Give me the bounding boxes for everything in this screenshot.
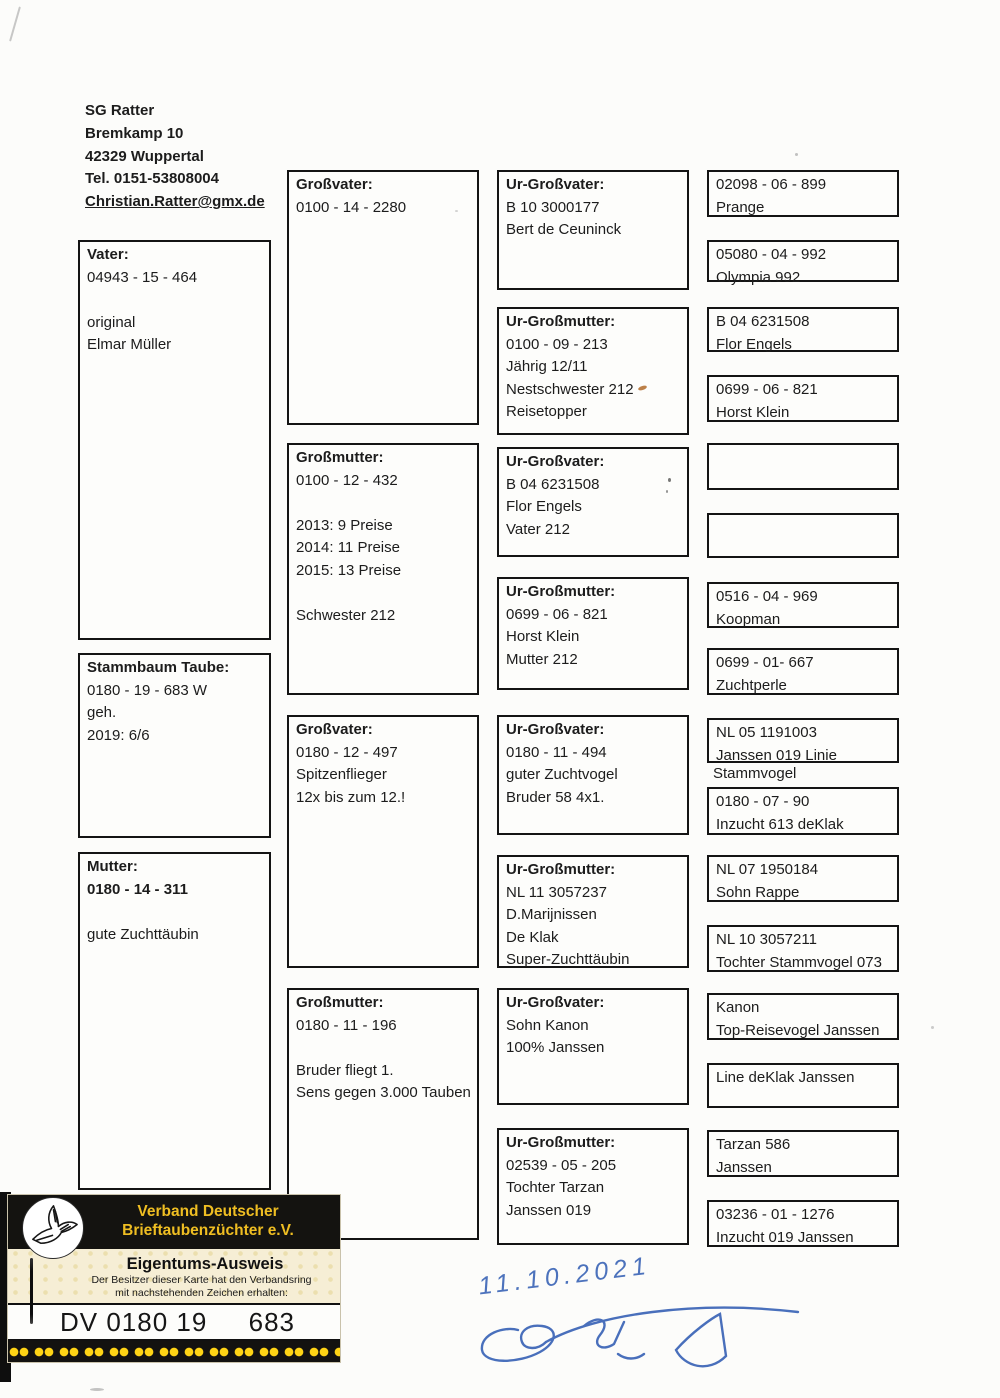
gg-grandparent-box xyxy=(707,993,899,1040)
scan-artifact xyxy=(666,490,668,493)
box-line: Janssen xyxy=(716,1158,772,1176)
box-line: Sohn Rappe xyxy=(716,883,800,901)
breeder-city: 42329 Wuppertal xyxy=(85,147,204,165)
breeder-contact-block xyxy=(85,100,265,214)
breeder-email: Christian.Ratter@gmx.de xyxy=(85,193,265,211)
ring-prefix: DV 0180 19 xyxy=(60,1306,208,1337)
box-line: 0180 - 19 - 683 W xyxy=(87,681,208,699)
box-line: 12x bis zum 12.! xyxy=(296,788,406,806)
box-line: 0699 - 01- 667 xyxy=(716,654,814,671)
box-line: 0699 - 06 - 821 xyxy=(716,381,818,398)
mother-box xyxy=(78,852,271,1190)
box-line: Elmar Müller xyxy=(87,336,172,353)
box-line: Jährig 12/11 xyxy=(506,358,588,375)
box-title: Stammbaum Taube: xyxy=(87,659,230,676)
great-grandmother-box xyxy=(497,1128,689,1245)
box-title: Großvater: xyxy=(296,176,373,193)
box-line: Bruder 58 4x1. xyxy=(506,788,605,806)
box-overflow-line: Stammvogel xyxy=(713,765,797,782)
great-grandfather-box xyxy=(497,988,689,1105)
great-grandfather-box xyxy=(497,170,689,290)
great-grandfather-box xyxy=(497,447,689,557)
pigeon-logo-icon xyxy=(22,1197,84,1259)
ownership-card-body xyxy=(8,1249,340,1362)
box-line: Line deKlak Janssen xyxy=(716,1069,855,1086)
box-title: Ur-Großmutter: xyxy=(506,583,616,600)
box-line: 0699 - 06 - 821 xyxy=(506,605,608,623)
gg-grandparent-box xyxy=(707,170,899,217)
box-line: gute Zuchttäubin xyxy=(87,925,199,943)
scan-artifact xyxy=(931,1026,934,1029)
gg-grandparent-box-empty xyxy=(707,443,899,490)
grandmother-box xyxy=(287,443,479,695)
box-line xyxy=(296,582,472,605)
box-line: Flor Engels xyxy=(716,335,792,353)
box-title: Vater: xyxy=(87,246,129,263)
box-line: 100% Janssen xyxy=(506,1039,605,1056)
box-line: Zuchtperle xyxy=(716,676,787,694)
gg-grandparent-box xyxy=(707,648,899,695)
box-line: 0100 - 14 - 2280 xyxy=(296,198,407,216)
box-line: guter Zuchtvogel xyxy=(506,766,618,783)
grandfather-box xyxy=(287,170,479,425)
scan-artifact xyxy=(668,478,671,482)
box-line: 0516 - 04 - 969 xyxy=(716,588,818,605)
scan-artifact xyxy=(9,6,21,41)
box-title: Großvater: xyxy=(296,721,373,738)
box-title: Großmutter: xyxy=(296,994,384,1011)
box-line: D.Marijnissen xyxy=(506,906,597,923)
box-line: Koopman xyxy=(716,610,781,628)
box-line: B 10 3000177 xyxy=(506,198,600,216)
box-line: Flor Engels xyxy=(506,498,582,515)
box-line: 2019: 6/6 xyxy=(87,726,150,744)
box-line: 2015: 13 Preise xyxy=(296,561,402,579)
decorative-pattern-band xyxy=(8,1341,340,1362)
father-box xyxy=(78,240,271,640)
box-line xyxy=(87,289,264,312)
gg-grandparent-box xyxy=(707,718,899,763)
box-line: NL 10 3057211 xyxy=(716,931,817,948)
card-subtext-2: mit nachstehenden Zeichen erhalten: xyxy=(115,1286,288,1299)
gg-grandparent-box xyxy=(707,307,899,352)
great-grandmother-box xyxy=(497,307,689,435)
scan-artifact xyxy=(455,210,458,212)
gg-grandparent-box xyxy=(707,1063,899,1108)
box-line: 0180 - 11 - 494 xyxy=(506,743,607,761)
box-line: 04943 - 15 - 464 xyxy=(87,268,198,286)
box-title: Ur-Großmutter: xyxy=(506,861,616,878)
box-line: 02539 - 05 - 205 xyxy=(506,1156,617,1174)
box-line: 02098 - 06 - 899 xyxy=(716,176,827,193)
box-line: Tochter Tarzan xyxy=(506,1179,605,1196)
box-line: Janssen 019 xyxy=(506,1201,592,1219)
box-line: Sens gegen 3.000 Tauben xyxy=(296,1084,471,1101)
association-name: Verband Deutscher Brieftaubenzüchter e.V. xyxy=(122,1203,294,1239)
gg-grandparent-box-empty xyxy=(707,513,899,558)
box-line: 2014: 11 Preise xyxy=(296,539,400,556)
box-line: Top-Reisevogel Janssen xyxy=(716,1021,880,1039)
box-line: Prange xyxy=(716,198,765,216)
ring-number: 683 xyxy=(248,1306,295,1337)
box-line: 0180 - 07 - 90 xyxy=(716,793,810,810)
box-line: 0100 - 09 - 213 xyxy=(506,335,608,353)
box-line xyxy=(296,1037,472,1060)
box-line: B 04 6231508 xyxy=(506,475,600,493)
box-title: Ur-Großmutter: xyxy=(506,1134,616,1151)
great-grandmother-box xyxy=(497,577,689,690)
box-title: Ur-Großvater: xyxy=(506,176,605,193)
gg-grandparent-box xyxy=(707,925,899,972)
box-line: 0180 - 11 - 196 xyxy=(296,1016,397,1034)
box-line: Olympia 992 xyxy=(716,268,801,286)
great-grandfather-box xyxy=(497,715,689,835)
signature-flourish xyxy=(466,1288,806,1388)
gg-grandparent-box xyxy=(707,582,899,628)
box-line: NL 11 3057237 xyxy=(506,883,607,901)
box-line: Mutter 212 xyxy=(506,650,578,668)
box-line: 0180 - 14 - 311 xyxy=(87,880,188,898)
box-line xyxy=(296,492,472,515)
box-title: Großmutter: xyxy=(296,449,384,466)
gg-grandparent-box xyxy=(707,855,899,902)
box-line: Inzucht 019 Janssen xyxy=(716,1228,854,1246)
box-line: Bert de Ceuninck xyxy=(506,221,622,238)
box-title: Mutter: xyxy=(87,858,138,875)
box-line: 03236 - 01 - 1276 xyxy=(716,1206,835,1223)
gg-grandparent-box xyxy=(707,1130,899,1177)
great-grandmother-box xyxy=(497,855,689,968)
box-line: NL 05 1191003 xyxy=(716,724,817,741)
box-line: Vater 212 xyxy=(506,520,570,538)
box-title: Ur-Großvater: xyxy=(506,453,605,470)
gg-grandparent-box xyxy=(707,240,899,286)
box-line: NL 07 1950184 xyxy=(716,861,819,878)
box-line: Kanon xyxy=(716,999,760,1016)
box-title: Ur-Großvater: xyxy=(506,994,605,1011)
box-title: Ur-Großmutter: xyxy=(506,313,616,330)
box-line: 0100 - 12 - 432 xyxy=(296,471,398,489)
gg-grandparent-box xyxy=(707,375,899,422)
box-line: Spitzenflieger xyxy=(296,766,387,783)
scan-artifact xyxy=(90,1388,104,1391)
breeder-name: SG Ratter xyxy=(85,102,155,119)
handwritten-date: 11.10.2021 xyxy=(476,1251,653,1301)
gg-grandparent-box xyxy=(707,1200,899,1247)
scan-artifact xyxy=(795,153,798,156)
box-line: original xyxy=(87,313,136,331)
box-line: Reisetopper xyxy=(506,403,587,420)
box-line: Schwester 212 xyxy=(296,606,396,624)
box-title: Ur-Großvater: xyxy=(506,721,605,738)
box-line: Janssen 019 Linie xyxy=(716,746,837,764)
breeder-street: Bremkamp 10 xyxy=(85,124,184,142)
box-line: 0180 - 12 - 497 xyxy=(296,743,398,761)
card-title: Eigentums-Ausweis xyxy=(126,1255,284,1273)
pin-mark xyxy=(30,1258,33,1324)
box-line: Tarzan 586 xyxy=(716,1136,791,1153)
box-line: geh. xyxy=(87,704,117,721)
box-line: Sohn Kanon xyxy=(506,1016,589,1034)
box-line: 05080 - 04 - 992 xyxy=(716,246,827,263)
card-subtext-1: Der Besitzer dieser Karte hat den Verbandsring xyxy=(91,1274,312,1286)
box-line: Tochter Stammvogel 073 xyxy=(716,953,882,971)
box-line: De Klak xyxy=(506,928,559,946)
box-line: Super-Zuchttäubin xyxy=(506,951,630,968)
box-line: Nestschwester 212 xyxy=(506,380,634,398)
gg-grandparent-box xyxy=(707,787,899,835)
grandfather-box xyxy=(287,715,479,968)
box-line: 2013: 9 Preise xyxy=(296,516,393,534)
subject-bird-box xyxy=(78,653,271,838)
breeder-phone: Tel. 0151-53808004 xyxy=(85,170,219,188)
box-line: Horst Klein xyxy=(506,628,580,645)
box-line xyxy=(87,901,264,924)
box-line: Horst Klein xyxy=(716,403,790,421)
ring-number-band xyxy=(8,1303,340,1341)
box-line: B 04 6231508 xyxy=(716,313,810,330)
box-line: Inzucht 613 deKlak xyxy=(716,815,844,833)
box-line: Bruder fliegt 1. xyxy=(296,1061,394,1079)
